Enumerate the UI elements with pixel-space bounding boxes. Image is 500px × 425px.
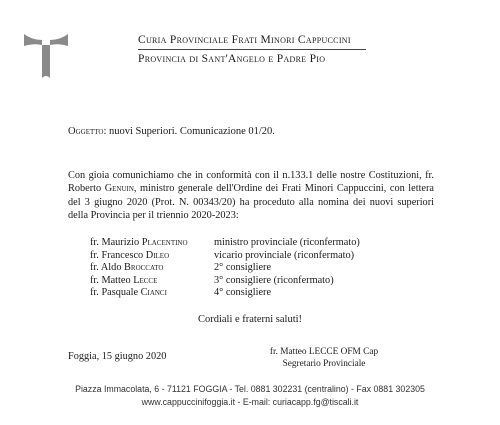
appointee-role: 4° consigliere xyxy=(214,287,272,299)
appointee-name: fr. Pasquale Cianci xyxy=(90,287,167,299)
list-item xyxy=(90,262,360,275)
appointee-role: 2° consigliere xyxy=(214,262,272,274)
list-item xyxy=(90,275,360,288)
body-part-1: Con gioia comunichiamo che in conformità con il n.133.1 delle nostre Costituzioni, fr. Roberto xyxy=(68,170,434,195)
appointee-name: fr. Aldo Broccato xyxy=(90,262,164,274)
appointee-name: fr. Matteo Lecce xyxy=(90,274,158,286)
letter-body xyxy=(68,169,434,223)
body-surname: Genuin xyxy=(104,183,134,195)
appointee-role: 3° consigliere (riconfermato) xyxy=(214,274,334,286)
signature-name: fr. Matteo LECCE OFM Cap xyxy=(269,347,379,357)
letterhead xyxy=(138,33,366,66)
place-date: Foggia, 15 giugno 2020 xyxy=(68,351,167,362)
signature-block xyxy=(262,346,386,370)
subject-line xyxy=(68,126,275,137)
list-item xyxy=(90,237,360,250)
appointee-name: fr. Maurizio Placentino xyxy=(90,237,188,248)
appointee-name: fr. Francesco Dileo xyxy=(90,249,170,261)
letterhead-curia: Curia Provinciale Frati Minori Cappuccini xyxy=(138,34,351,46)
closing-greeting: Cordiali e fraterni saluti! xyxy=(197,314,303,325)
subject-text: : nuovi Superiori. Comunicazione 01/20. xyxy=(103,126,275,137)
list-item xyxy=(90,287,360,300)
letterhead-rule xyxy=(138,49,366,50)
subject-label: Oggetto xyxy=(68,126,104,137)
appointee-role: vicario provinciale (riconfermato) xyxy=(214,249,355,261)
signature-title: Segretario Provinciale xyxy=(282,359,366,369)
footer xyxy=(0,383,500,408)
tau-cross-icon xyxy=(22,30,70,80)
footer-address: Piazza Immacolata, 6 - 71121 FOGGIA - Tel. 0881 302231 (centralino) - Fax 0881 302305 xyxy=(75,384,425,394)
appointee-role: ministro provinciale (riconfermato) xyxy=(214,237,360,248)
appointments-list xyxy=(90,237,360,300)
letterhead-provincia: Provincia di Sant'Angelo e Padre Pio xyxy=(138,53,326,65)
footer-web: www.cappuccinifoggia.it - E-mail: curiacapp.fg@tiscali.it xyxy=(141,396,359,407)
body-part-2: , ministro generale dell'Ordine dei Frati Minori Cappuccini, con lettera del 3 giugno 2020 (Prot. N. 00343/20) ha proceduto alla nomina dei nuovi superiori della Provincia per il triennio 2020-2023: xyxy=(68,183,434,222)
list-item xyxy=(90,250,360,263)
